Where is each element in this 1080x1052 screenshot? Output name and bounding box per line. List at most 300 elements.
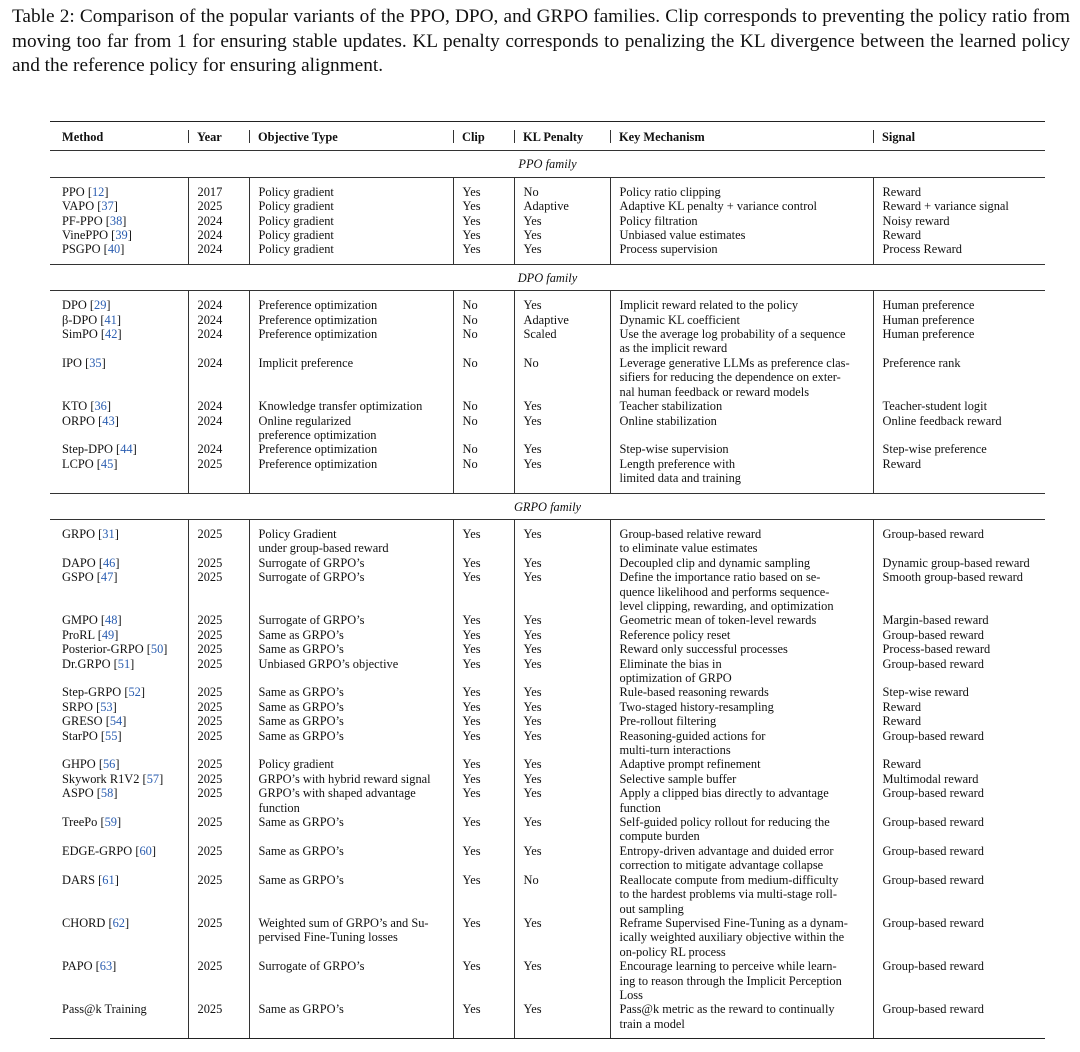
cell-clip: No [453,327,514,356]
cell-clip: Yes [453,844,514,873]
cell-year: 2025 [188,199,249,213]
header-kl-penalty [514,122,610,151]
cell-key-mechanism: Online stabilization [610,414,873,443]
cell-objective-type: Surrogate of GRPO’s [249,570,453,613]
cell-kl-penalty: Yes [514,242,610,264]
citation-link[interactable]: 58 [100,786,114,801]
table-row [50,714,1045,728]
method-name: SimPO [62,327,98,342]
cell-clip: Yes [453,786,514,815]
cell-method: PAPO [63] [62,959,117,974]
cell-clip: Yes [453,613,514,627]
citation-link[interactable]: 48 [105,613,118,628]
cell-objective-type: Policy gradient [249,177,453,199]
cell-year: 2025 [188,457,249,493]
cell-clip: Yes [453,177,514,199]
cell-signal: Reward [873,177,1045,199]
method-name: β-DPO [62,312,98,327]
citation-link[interactable]: 63 [99,959,113,974]
cell-kl-penalty: Yes [514,442,610,456]
cell-year: 2025 [188,844,249,873]
table-row [50,916,1045,959]
citation-link[interactable]: 45 [100,456,114,471]
cell-objective-type: Same as GRPO’s [249,729,453,758]
method-name: GRPO [62,526,96,541]
cell-clip: Yes [453,228,514,242]
table-row [50,556,1045,570]
cell-kl-penalty: No [514,873,610,916]
cell-kl-penalty: Yes [514,916,610,959]
table-row [50,844,1045,873]
cell-method: GSPO [47] [62,570,118,585]
cell-clip: Yes [453,815,514,844]
cell-kl-penalty: Yes [514,414,610,443]
cell-key-mechanism: Length preference with limited data and training [610,457,873,493]
cell-key-mechanism: Teacher stabilization [610,399,873,413]
cell-objective-type: Preference optimization [249,313,453,327]
cell-clip: No [453,313,514,327]
method-name: Step-DPO [62,442,113,457]
table-row [50,815,1045,844]
header-clip [453,122,514,151]
cell-method: DPO [29] [62,298,111,313]
cell-kl-penalty: Yes [514,613,610,627]
table-row [50,177,1045,199]
cell-method: PPO [12] [62,184,109,199]
section-title: DPO family [50,264,1045,290]
cell-signal: Human preference [873,313,1045,327]
table-header-row [50,122,1045,151]
citation-link[interactable]: 46 [102,555,116,570]
header-label: Signal [882,130,916,144]
citation-link[interactable]: 49 [101,627,115,642]
citation-link[interactable]: 57 [146,771,160,786]
cell-clip: Yes [453,214,514,228]
cell-year: 2024 [188,214,249,228]
cell-clip: Yes [453,772,514,786]
cell-clip: Yes [453,199,514,213]
method-name: TreePo [62,815,98,830]
cell-signal: Reward [873,714,1045,728]
cell-key-mechanism: Use the average log probability of a sequence as the implicit reward [610,327,873,356]
cell-key-mechanism: Group-based relative reward to eliminate value estimates [610,519,873,555]
citation-link[interactable]: 31 [102,526,115,541]
cell-method: VAPO [37] [62,199,118,214]
cell-year: 2025 [188,570,249,613]
header-label: Key Mechanism [619,130,705,144]
cell-signal: Noisy reward [873,214,1045,228]
cell-clip: Yes [453,916,514,959]
method-name: PPO [62,184,85,199]
cell-objective-type: Same as GRPO’s [249,642,453,656]
table-row [50,729,1045,758]
cell-clip: Yes [453,519,514,555]
method-name: GMPO [62,613,98,628]
cell-kl-penalty: Yes [514,757,610,771]
cell-clip: Yes [453,714,514,728]
cell-kl-penalty: Yes [514,959,610,1002]
cell-clip: Yes [453,242,514,264]
citation-link[interactable]: 47 [100,570,114,585]
citation-link[interactable]: 40 [107,242,121,257]
cell-kl-penalty: Yes [514,628,610,642]
section-header-row [50,151,1045,177]
cell-key-mechanism: Decoupled clip and dynamic sampling [610,556,873,570]
table-row [50,700,1045,714]
header-key-mechanism [610,122,873,151]
cell-key-mechanism: Self-guided policy rollout for reducing the compute burden [610,815,873,844]
method-name: VAPO [62,199,95,214]
cell-signal: Smooth group-based reward [873,570,1045,613]
cell-kl-penalty: Yes [514,786,610,815]
cell-clip: No [453,291,514,313]
citation-link[interactable]: 37 [101,199,114,214]
cell-method: Dr.GRPO [51] [62,656,135,671]
cell-year: 2024 [188,228,249,242]
cell-objective-type: Same as GRPO’s [249,1002,453,1038]
cell-key-mechanism: Reframe Supervised Fine-Tuning as a dynam- ically weighted auxiliary objective within the on-policy RL process [610,916,873,959]
citation-link[interactable]: 59 [104,815,117,830]
method-name: IPO [62,355,82,370]
cell-objective-type: Surrogate of GRPO’s [249,613,453,627]
cell-key-mechanism: Selective sample buffer [610,772,873,786]
cell-clip: No [453,399,514,413]
cell-key-mechanism: Rule-based reasoning rewards [610,685,873,699]
cell-year: 2025 [188,815,249,844]
cell-clip: Yes [453,556,514,570]
table-row [50,657,1045,686]
method-name: VinePPO [62,228,109,243]
table-row [50,356,1045,399]
cell-clip: Yes [453,657,514,686]
table-row [50,613,1045,627]
cell-clip: No [453,457,514,493]
cell-method: TreePo [59] [62,815,122,830]
cell-key-mechanism: Two-staged history-resampling [610,700,873,714]
method-name: DAPO [62,555,96,570]
cell-method: β-DPO [41] [62,312,121,327]
citation-link[interactable]: 61 [102,872,115,887]
citation-link[interactable]: 38 [109,213,123,228]
method-name: Dr.GRPO [62,656,111,671]
cell-objective-type: Same as GRPO’s [249,685,453,699]
cell-kl-penalty: Yes [514,228,610,242]
cell-key-mechanism: Pass@k metric as the reward to continually train a model [610,1002,873,1038]
table-row [50,457,1045,493]
cell-method: LCPO [45] [50,457,188,493]
citation-link[interactable]: 35 [89,355,102,370]
cell-objective-type: Same as GRPO’s [249,844,453,873]
header-label: KL Penalty [523,130,584,144]
table-row [50,772,1045,786]
table-row [50,399,1045,413]
method-name: Skywork R1V2 [62,771,140,786]
cell-year: 2024 [188,242,249,264]
table-row [50,628,1045,642]
column-divider [610,130,611,143]
cell-objective-type: Policy gradient [249,228,453,242]
method-name: EDGE-GRPO [62,843,133,858]
column-divider [873,130,874,143]
citation-link[interactable]: 54 [109,714,123,729]
cell-year: 2024 [188,442,249,456]
citation-link[interactable]: 51 [117,656,131,671]
cell-year: 2025 [188,959,249,1002]
table-row [50,1002,1045,1038]
cell-method: ProRL [49] [62,627,119,642]
cell-clip: Yes [453,642,514,656]
cell-year: 2024 [188,414,249,443]
cell-objective-type: Same as GRPO’s [249,628,453,642]
citation-link[interactable]: 56 [102,757,116,772]
cell-kl-penalty: Yes [514,519,610,555]
cell-signal: Process Reward [873,242,1045,264]
cell-method: VinePPO [39] [62,228,132,243]
table-row [50,327,1045,356]
citation-link[interactable]: 50 [150,642,164,657]
cell-method: PF-PPO [38] [62,213,127,228]
cell-objective-type: Knowledge transfer optimization [249,399,453,413]
cell-method: KTO [36] [62,399,112,414]
cell-year: 2025 [188,657,249,686]
cell-clip: Yes [453,729,514,758]
method-name: StarPO [62,728,98,743]
cell-clip: Yes [453,959,514,1002]
cell-kl-penalty: No [514,177,610,199]
method-name: DARS [62,872,96,887]
cell-year: 2025 [188,757,249,771]
cell-method [50,1002,188,1038]
cell-method: GRESO [54] [62,714,127,729]
table-row [50,442,1045,456]
cell-signal: Preference rank [873,356,1045,399]
cell-key-mechanism: Leverage generative LLMs as preference clas- sifiers for reducing the dependence on exter- nal human feedback or reward models [610,356,873,399]
header-signal [873,122,1045,151]
header-label: Objective Type [258,130,338,144]
method-name: DPO [62,298,87,313]
cell-kl-penalty: Yes [514,815,610,844]
cell-signal: Reward [873,457,1045,493]
cell-kl-penalty: Yes [514,729,610,758]
cell-objective-type: Preference optimization [249,327,453,356]
cell-clip: Yes [453,757,514,771]
cell-clip: Yes [453,570,514,613]
method-name: ORPO [62,413,96,428]
method-name: Posterior-GRPO [62,642,144,657]
cell-key-mechanism: Process supervision [610,242,873,264]
cell-signal: Margin-based reward [873,613,1045,627]
cell-objective-type: Weighted sum of GRPO’s and Su- pervised Fine-Tuning losses [249,916,453,959]
header-label: Method [62,130,104,144]
section-header-row [50,493,1045,519]
cell-kl-penalty: Yes [514,556,610,570]
method-name: KTO [62,399,88,414]
table-row [50,228,1045,242]
cell-kl-penalty: Yes [514,844,610,873]
table-row [50,959,1045,1002]
cell-key-mechanism: Reasoning-guided actions for multi-turn interactions [610,729,873,758]
citation-link[interactable]: 53 [100,699,113,714]
method-name: ProRL [62,627,95,642]
table-row [50,873,1045,916]
cell-method: ORPO [43] [62,413,119,428]
cell-signal: Group-based reward [873,916,1045,959]
cell-key-mechanism: Apply a clipped bias directly to advantage function [610,786,873,815]
method-name: ASPO [62,786,94,801]
citation-link[interactable]: 43 [102,413,115,428]
cell-method: PSGPO [40] [50,242,188,264]
cell-clip: Yes [453,1002,514,1038]
cell-year: 2025 [188,916,249,959]
table-row [50,642,1045,656]
section-header-row [50,264,1045,290]
cell-method: SimPO [42] [62,327,122,342]
cell-year: 2025 [188,628,249,642]
citation-link[interactable]: 29 [94,298,107,313]
column-divider [514,130,515,143]
cell-kl-penalty: Yes [514,772,610,786]
cell-method: Skywork R1V2 [57] [62,771,164,786]
cell-kl-penalty: Yes [514,214,610,228]
cell-method: GRPO [31] [62,526,119,541]
cell-kl-penalty: Yes [514,642,610,656]
citation-link[interactable]: 44 [120,442,133,457]
cell-method: GHPO [56] [62,757,120,772]
cell-method: SRPO [53] [62,699,117,714]
cell-method: Step-DPO [44] [62,442,137,457]
cell-method: Step-GRPO [52] [62,685,145,700]
cell-year: 2025 [188,613,249,627]
cell-method: ASPO [58] [62,786,118,801]
cell-year: 2025 [188,556,249,570]
cell-objective-type: Implicit preference [249,356,453,399]
cell-signal: Online feedback reward [873,414,1045,443]
header-label: Clip [462,130,485,144]
table-row [50,570,1045,613]
cell-year: 2025 [188,1002,249,1038]
cell-clip: No [453,414,514,443]
section-title: PPO family [50,151,1045,177]
cell-kl-penalty: Yes [514,570,610,613]
cell-objective-type: Unbiased GRPO’s objective [249,657,453,686]
cell-key-mechanism: Pre-rollout filtering [610,714,873,728]
cell-year: 2025 [188,519,249,555]
citation-link[interactable]: 60 [139,843,152,858]
cell-key-mechanism: Unbiased value estimates [610,228,873,242]
citation-link[interactable]: 36 [94,399,107,414]
method-name: PSGPO [62,242,101,257]
citation-link[interactable]: 39 [115,228,128,243]
cell-key-mechanism: Encourage learning to perceive while learn- ing to reason through the Implicit Perception Loss [610,959,873,1002]
header-label: Year [197,130,222,144]
cell-kl-penalty: Yes [514,399,610,413]
method-name: PF-PPO [62,213,103,228]
cell-key-mechanism: Step-wise supervision [610,442,873,456]
citation-link[interactable]: 52 [128,685,141,700]
cell-year: 2025 [188,700,249,714]
method-name: CHORD [62,915,106,930]
cell-signal: Multimodal reward [873,772,1045,786]
table-row [50,519,1045,555]
cell-signal: Group-based reward [873,959,1045,1002]
cell-year: 2025 [188,873,249,916]
comparison-table [50,121,1045,1039]
cell-objective-type: Preference optimization [249,457,453,493]
cell-objective-type: Policy gradient [249,199,453,213]
cell-clip: Yes [453,685,514,699]
method-name: LCPO [62,456,94,471]
cell-key-mechanism: Geometric mean of token-level rewards [610,613,873,627]
table-caption: Table 2: Comparison of the popular variants of the PPO, DPO, and GRPO families. Clip corresponds to preventing the policy ratio from moving too far from 1 for ensuring stable updates. KL penalty corresponds to penalizing the KL divergence between the learned policy and the reference policy for ensuring alignment. [12,6,1070,77]
method-name: PAPO [62,959,93,974]
citation-link[interactable]: 62 [112,915,125,930]
column-divider [188,130,189,143]
column-divider [249,130,250,143]
cell-objective-type: Surrogate of GRPO’s [249,959,453,1002]
cell-key-mechanism: Adaptive KL penalty + variance control [610,199,873,213]
cell-kl-penalty: Adaptive [514,313,610,327]
method-name: GSPO [62,570,94,585]
cell-signal: Group-based reward [873,844,1045,873]
cell-signal: Group-based reward [873,786,1045,815]
cell-key-mechanism: Reallocate compute from medium-difficulty to the hardest problems via multi-stage roll- out sampling [610,873,873,916]
cell-key-mechanism: Implicit reward related to the policy [610,291,873,313]
column-divider [453,130,454,143]
cell-objective-type: Policy gradient [249,242,453,264]
cell-objective-type: Same as GRPO’s [249,873,453,916]
section-title: GRPO family [50,493,1045,519]
cell-clip: No [453,356,514,399]
table-row [50,291,1045,313]
cell-kl-penalty: Yes [514,700,610,714]
cell-method: DARS [61] [62,872,119,887]
cell-key-mechanism: Dynamic KL coefficient [610,313,873,327]
cell-objective-type: GRPO’s with hybrid reward signal [249,772,453,786]
cell-signal: Process-based reward [873,642,1045,656]
cell-key-mechanism: Policy ratio clipping [610,177,873,199]
header-year [188,122,249,151]
cell-clip: Yes [453,700,514,714]
citation-link[interactable]: 12 [91,184,105,199]
cell-objective-type: Same as GRPO’s [249,700,453,714]
cell-method: Posterior-GRPO [50] [62,642,168,657]
cell-method: CHORD [62] [62,915,130,930]
cell-method: GMPO [48] [62,613,122,628]
cell-objective-type: Policy Gradient under group-based reward [249,519,453,555]
method-name: Pass@k Training [62,1002,147,1017]
header-objective-type [249,122,453,151]
cell-signal: Group-based reward [873,729,1045,758]
citation-link[interactable]: 42 [105,327,118,342]
citation-link[interactable]: 41 [104,312,117,327]
cell-objective-type: Online regularized preference optimization [249,414,453,443]
cell-year: 2025 [188,786,249,815]
cell-signal: Group-based reward [873,1002,1045,1038]
cell-clip: Yes [453,628,514,642]
cell-year: 2024 [188,399,249,413]
method-name: SRPO [62,699,93,714]
cell-key-mechanism: Reference policy reset [610,628,873,642]
cell-objective-type: GRPO’s with shaped advantage function [249,786,453,815]
table-row [50,757,1045,771]
table-row [50,685,1045,699]
table-row [50,214,1045,228]
header-method [50,122,188,151]
cell-method: DAPO [46] [62,555,120,570]
table-row [50,313,1045,327]
citation-link[interactable]: 55 [105,728,118,743]
cell-kl-penalty: Adaptive [514,199,610,213]
